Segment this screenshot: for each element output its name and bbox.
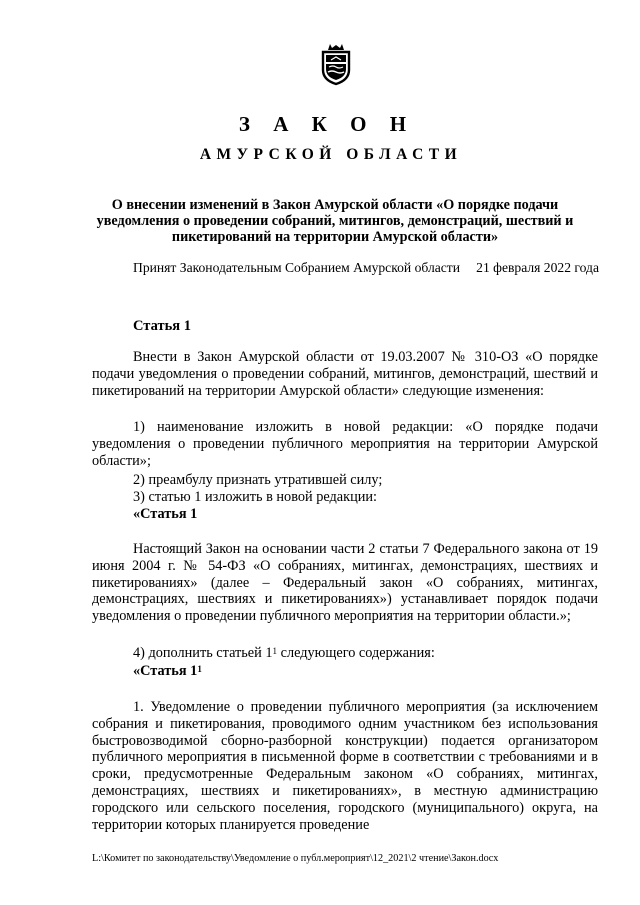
adoption-line	[133, 260, 599, 276]
amendment-item-1: 1) наименование изложить в новой редакции: «О порядке подачи уведомления о проведении публичного мероприятия на территории Амурской области»;	[92, 419, 598, 469]
file-path-footer: L:\Комитет по законодательству\Уведомление о публ.мероприят\12_2021\2 чтение\Закон.docx	[92, 853, 499, 864]
amur-oblast-coat-of-arms-icon	[318, 42, 354, 86]
article-intro: Внести в Закон Амурской области от 19.03.2007 № 310-ОЗ «О порядке подачи уведомления о проведении собраний, митингов, демонстраций, шествий и пикетирований на территории Амурской области» следующие изменения:	[92, 349, 598, 399]
amendment-item-3: 3) статью 1 изложить в новой редакции:	[133, 489, 378, 505]
quoted-article-2-text: 1. Уведомление о проведении публичного мероприятия (за исключением собрания и пикетирования, проводимого одним участником без использования быстровозводимой сборно-разборной конструкции) подается организатором публичного мероприятия в письменной форме в соответствии с требованиями и в сроки, предусмотренные Федеральным законом «О собраниях, митингах, демонстрациях, шествиях и пикетированиях», в местную администрацию городского или сельского поселения, городского (муниципального) округа, на территории которых планируется проведение	[92, 699, 598, 833]
law-subject: О внесении изменений в Закон Амурской области «О порядке подачи уведомления о проведении собраний, митингов, демонстраций, шествий и пикетирований на территории Амурской области»	[96, 197, 574, 245]
region-title: АМУРСКОЙ ОБЛАСТИ	[199, 146, 463, 163]
quoted-article-text: Настоящий Закон на основании части 2 статьи 7 Федерального закона от 19 июня 2004 г. № 54-ФЗ «О собраниях, митингах, демонстрациях, шествиях и пикетированиях» (далее – Федеральный закон «О собраниях, митингах, демонстрациях, шествиях и пикетированиях») устанавливает порядок подачи уведомления о проведении публичного мероприятия на территории области.»;	[92, 541, 598, 625]
amendment-item-2: 2) преамбулу признать утратившей силу;	[133, 472, 383, 488]
article-heading: Статья 1	[133, 318, 191, 334]
adoption-date: 21 февраля 2022 года	[476, 260, 599, 275]
document-type-title: З А К О Н	[238, 112, 416, 136]
quoted-article-heading: «Статья 1	[133, 506, 198, 522]
quoted-article-heading-2: «Статья $1^1$	[133, 663, 202, 679]
amendment-item-4: 4) дополнить статьей $1^1$ следующего содержания:	[133, 645, 435, 661]
adopted-by: Принят Законодательным Собранием Амурской области	[133, 260, 461, 275]
